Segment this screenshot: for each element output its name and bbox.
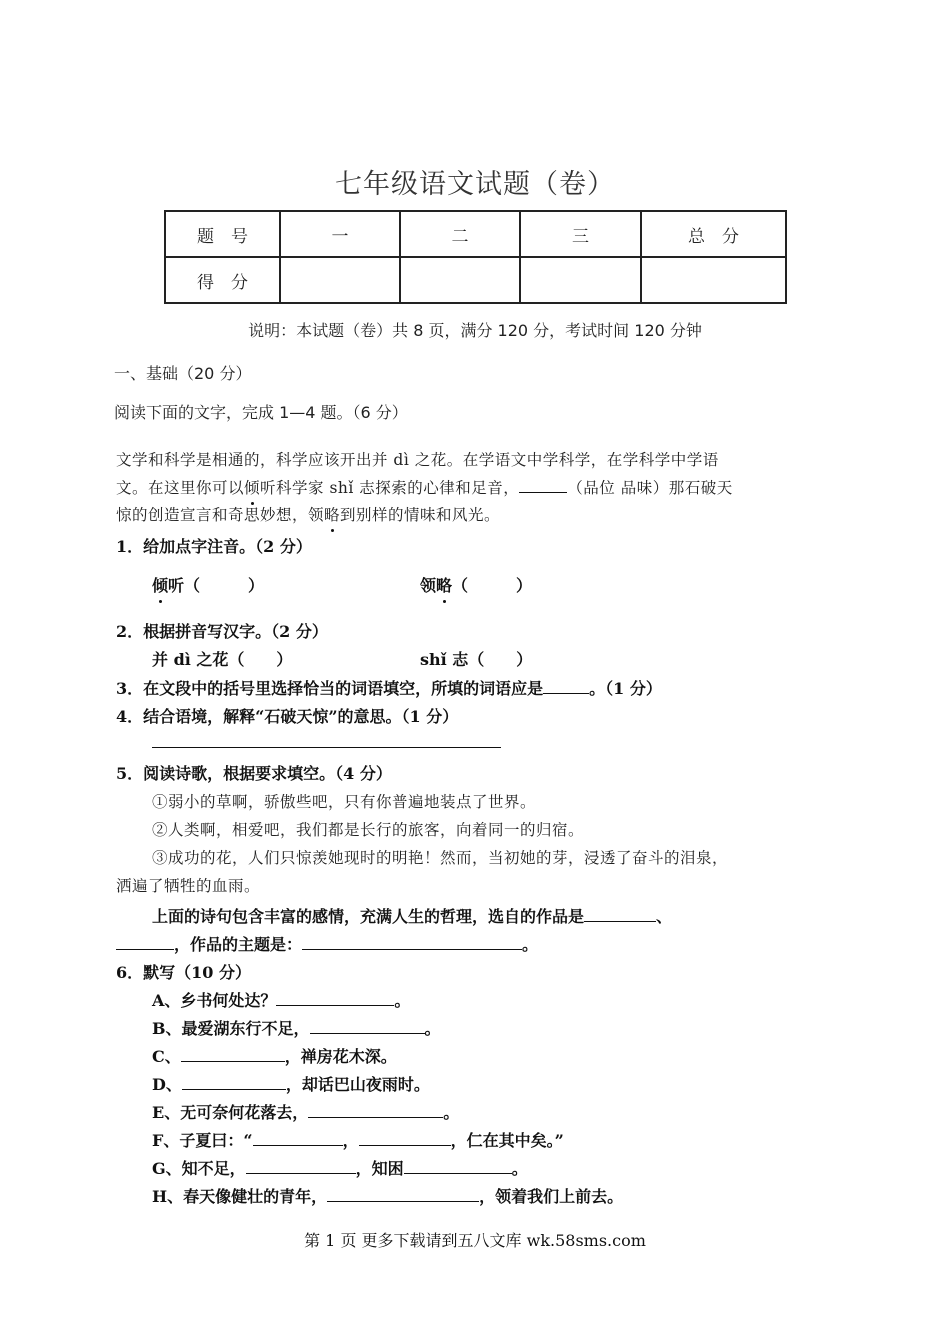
answer-blank	[302, 935, 522, 950]
dotted-char: 略	[324, 503, 340, 525]
q6-item-f	[152, 1128, 564, 1151]
q2-item-a: 并 dì 之花（ ）	[152, 650, 293, 669]
q6-text: A、乡书何处达？	[152, 991, 277, 1010]
score-cell	[400, 257, 520, 303]
score-cell	[280, 257, 400, 303]
q1-item-a-text: 听（ ）	[168, 576, 265, 595]
answer-blank	[543, 679, 589, 694]
passage-text: 到别样的情味和风光。	[340, 506, 501, 524]
q6-text: ，	[342, 1131, 359, 1150]
answer-blank	[182, 1075, 286, 1090]
q6-text: 。	[443, 1103, 460, 1122]
q2-item-b: shǐ 志（ ）	[420, 650, 533, 669]
passage-line-2	[116, 476, 733, 498]
question-5: 5．阅读诗歌，根据要求填空。（4 分）	[116, 764, 392, 783]
q6-text: ，禅房花木深。	[284, 1047, 397, 1066]
q6-text: H、春天像健壮的青年，	[152, 1187, 328, 1206]
q6-text: ，知困	[355, 1159, 404, 1178]
q5-ask-text: 。	[522, 935, 539, 954]
q6-text: ，仁在其中矣。”	[450, 1131, 564, 1150]
answer-blank	[519, 478, 567, 493]
q3-text: 3．在文段中的括号里选择恰当的词语填空，所填的词语应是	[116, 679, 544, 698]
q1-item-b-text: 领	[420, 576, 437, 595]
question-4: 4．结合语境，解释“石破天惊”的意思。（1 分）	[116, 707, 459, 726]
page-title: 七年级语文试题（卷）	[335, 169, 615, 200]
passage-line-1: 文学和科学是相通的，科学应该开出并 dì 之花。在学语文中学科学，在学科学中学语	[116, 451, 719, 469]
q3-text: 。（1 分）	[589, 679, 662, 698]
header-cell: 一	[280, 211, 400, 257]
q5-ask-line-2	[116, 932, 538, 955]
q1-item-b-text: （ ）	[452, 576, 533, 595]
score-cell	[520, 257, 641, 303]
q6-text: B、最爱湖东行不足，	[152, 1019, 310, 1038]
q1-item-a	[152, 573, 264, 596]
answer-blank	[584, 907, 656, 922]
answer-blank	[327, 1187, 479, 1202]
dotted-char: 倾	[152, 573, 168, 596]
page-footer: 第 1 页 更多下载请到五八文库 wk.58sms.com	[304, 1231, 646, 1250]
q5-ask-text: 、	[656, 907, 673, 926]
poem-line-1: ①弱小的草啊，骄傲些吧，只有你普遍地装点了世界。	[152, 793, 537, 811]
q6-item-h	[152, 1184, 623, 1207]
poem-line-2: ②人类啊，相爱吧，我们都是长行的旅客，向着同一的归宿。	[152, 821, 585, 839]
q5-ask-line-1	[152, 904, 672, 927]
answer-blank	[246, 1159, 356, 1174]
answer-blank	[276, 991, 394, 1006]
reading-instruction: 阅读下面的文字，完成 1—4 题。（6 分）	[114, 403, 408, 422]
q6-text: ，领着我们上前去。	[479, 1187, 624, 1206]
question-6: 6．默写（10 分）	[116, 963, 251, 982]
score-table-score-row	[165, 257, 786, 303]
answer-blank	[404, 1159, 512, 1174]
q6-item-d	[152, 1072, 430, 1095]
answer-blank	[308, 1103, 443, 1118]
answer-blank	[116, 935, 174, 950]
poem-line-3-cont: 洒遍了牺牲的血雨。	[116, 877, 261, 895]
q6-text: 。	[394, 991, 411, 1010]
question-2: 2．根据拼音写汉字。（2 分）	[116, 622, 328, 641]
answer-blank	[359, 1131, 451, 1146]
answer-line	[152, 747, 501, 748]
score-table	[164, 210, 787, 304]
q6-text: ，却话巴山夜雨时。	[285, 1075, 430, 1094]
answer-blank	[310, 1019, 425, 1034]
header-cell: 二	[400, 211, 520, 257]
q6-text: 。	[424, 1019, 441, 1038]
q6-item-g	[152, 1156, 528, 1179]
passage-text: （品位 品味）那石破天	[567, 479, 733, 497]
q5-ask-text: ，作品的主题是：	[174, 935, 303, 954]
dotted-char: 略	[436, 573, 452, 596]
q6-item-e	[152, 1100, 459, 1123]
passage-line-3	[116, 503, 500, 525]
q6-item-a	[152, 988, 410, 1011]
q6-text: E、无可奈何花落去，	[152, 1103, 309, 1122]
header-cell: 题 号	[165, 211, 280, 257]
header-cell: 三	[520, 211, 641, 257]
q6-item-c	[152, 1044, 397, 1067]
q1-item-b	[420, 573, 532, 596]
section-heading: 一、基础（20 分）	[114, 364, 252, 383]
q6-text: D、	[152, 1075, 182, 1094]
q6-text: 。	[511, 1159, 528, 1178]
q6-text: F、子夏曰：“	[152, 1131, 253, 1150]
exam-note: 说明：本试题（卷）共 8 页，满分 120 分，考试时间 120 分钟	[248, 321, 702, 340]
q6-text: C、	[152, 1047, 181, 1066]
q5-ask-text: 上面的诗句包含丰富的感情，充满人生的哲理，选自的作品是	[152, 907, 585, 926]
poem-line-3: ③成功的花，人们只惊羡她现时的明艳！然而，当初她的芽，浸透了奋斗的泪泉，	[152, 849, 729, 867]
q6-item-b	[152, 1016, 441, 1039]
row-label: 得 分	[165, 257, 280, 303]
answer-blank	[181, 1047, 285, 1062]
passage-text: 文。在这里你可以	[116, 479, 245, 497]
header-cell: 总 分	[641, 211, 786, 257]
dotted-char: 倾	[244, 476, 260, 498]
question-3	[116, 676, 662, 699]
passage-text: 惊的创造宣言和奇思妙想，领	[116, 506, 325, 524]
answer-blank	[253, 1131, 343, 1146]
question-1: 1．给加点字注音。（2 分）	[116, 537, 312, 556]
score-cell	[641, 257, 786, 303]
q6-text: G、知不足，	[152, 1159, 246, 1178]
passage-text: 听科学家 shǐ 志探索的心律和足音，	[260, 479, 520, 497]
score-table-header-row	[165, 211, 786, 257]
